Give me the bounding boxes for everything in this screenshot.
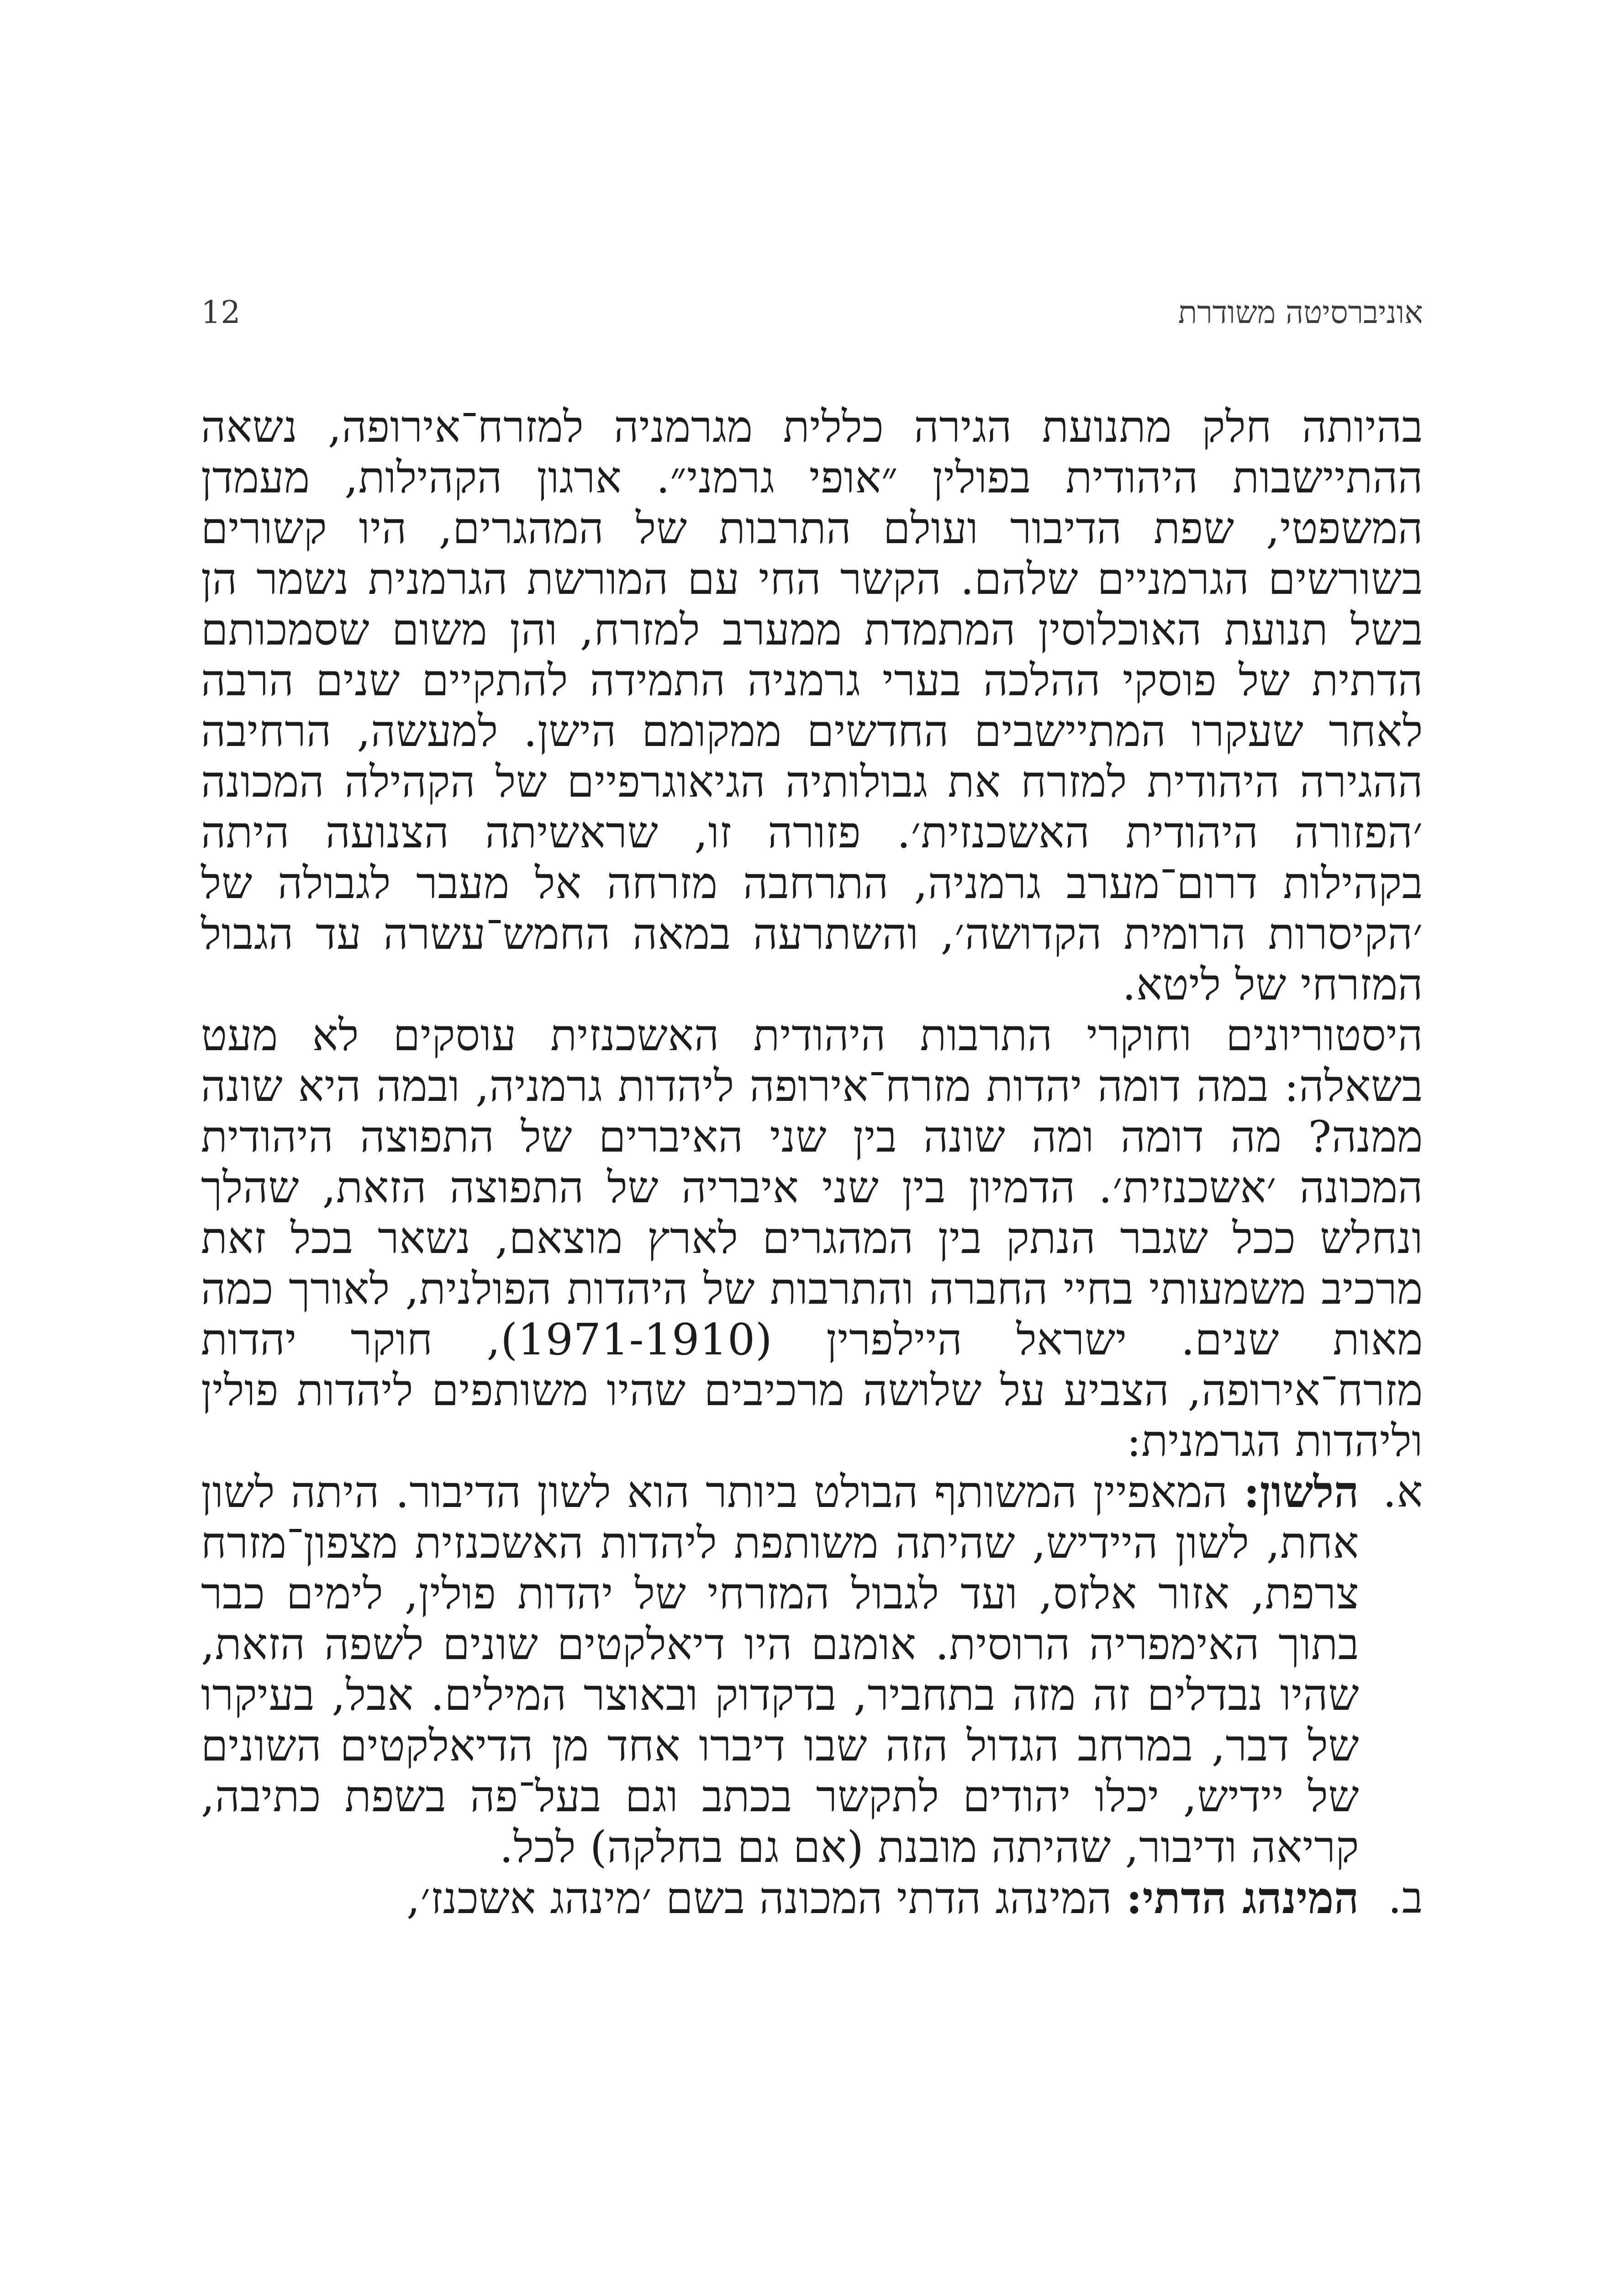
list-item-a-marker: א.	[1382, 1467, 1423, 1517]
paragraph-2	[201, 1010, 1423, 1467]
list-item-a-term: הלשון:	[1244, 1467, 1359, 1517]
list-item-b-marker: ב.	[1388, 1873, 1423, 1923]
paragraph-2-end: , חוקר יהדות מזרח־אירופה, הצביע על שלושה מרכיבים שהיו משותפים ליהדות פולין וליהדות הגרמנית:	[201, 1315, 1423, 1466]
list-item-a	[201, 1467, 1423, 1873]
list-item-a-text: המאפיין המשותף הבולט ביותר הוא לשון הדיבור. היתה לשון אחת, לשון היידיש, שהיתה משותפת ליהדות האשכנזית מצפון־מזרח צרפת, אזור אלזס, ועד לגבול המזרחי של יהדות פולין, לימים כבר בתוך האימפריה הרוסית. אומנם היו דיאלקטים שונים לשפה הזאת, שהיו נבדלים זה מזה בתחביר, בדקדוק ובאוצר המילים. אבל, בעיקרו של דבר, במרחב הגדול הזה שבו דיברו אחד מן הדיאלקטים השונים של יידיש, יכלו יהודים לתקשר בכתב וגם בעל־פה בשפת כתיבה, קריאה ודיבור, שהיתה מובנת (אם גם בחלקה) לכל.	[201, 1467, 1359, 1872]
paragraph-2-years: (1971-1910)	[501, 1315, 773, 1365]
paragraph-2-start: היסטוריונים וחוקרי התרבות היהודית האשכנזית עוסקים לא מעט בשאלה: במה דומה יהדות מזרח־אירופה ליהדות גרמניה, ובמה היא שונה ממנה? מה דומה ומה שונה בין שני האיברים של התפוצה היהודית המכונה ׳אשכנזית׳. הדמיון בין שני איבריה של התפוצה הזאת, שהלך ונחלש ככל שגבר הנתק בין המהגרים לארץ מוצאם, נשאר בכל זאת מרכיב משמעותי בחיי החברה והתרבות של היהדות הפולנית, לאורך כמה מאות שנים. ישראל היילפרין	[201, 1010, 1424, 1365]
list-item-b-text: המינהג הדתי המכונה בשם ׳מינהג אשכנז׳,	[406, 1873, 1126, 1924]
running-header	[201, 292, 1423, 333]
running-header-title: אוניברסיטה משודרת	[1178, 295, 1423, 331]
list-item-b-term: המינהג הדתי:	[1126, 1873, 1359, 1924]
list-item-b	[201, 1873, 1423, 1924]
body-text	[201, 402, 1423, 1924]
paragraph-1: בהיותה חלק מתנועת הגירה כללית מגרמניה למזרח־אירופה, נשאה ההתיישבות היהודית בפולין ״אופי גרמני״. ארגון הקהילות, מעמדן המשפטי, שפת הדיבור ועולם התרבות של המהגרים, היו קשורים בשורשים הגרמניים שלהם. הקשר החי עם המורשת הגרמנית נשמר הן בשל תנועת האוכלוסין המתמדת ממערב למזרח, והן משום שסמכותם הדתית של פוסקי ההלכה בערי גרמניה התמידה להתקיים שנים הרבה לאחר שעקרו המתיישבים החדשים ממקומם הישן. למעשה, הרחיבה ההגירה היהודית למזרח את גבולותיה הגיאוגרפיים של הקהילה המכונה ׳הפזורה היהודית האשכנזית׳. פזורה זו, שראשיתה הצנועה היתה בקהילות דרום־מערב גרמניה, התרחבה מזרחה אל מעבר לגבולה של ׳הקיסרות הרומית הקדושה׳, והשתרעה במאה החמש־עשרה עד הגבול המזרחי של ליטא.	[201, 402, 1423, 1010]
page-number: 12	[201, 295, 241, 331]
